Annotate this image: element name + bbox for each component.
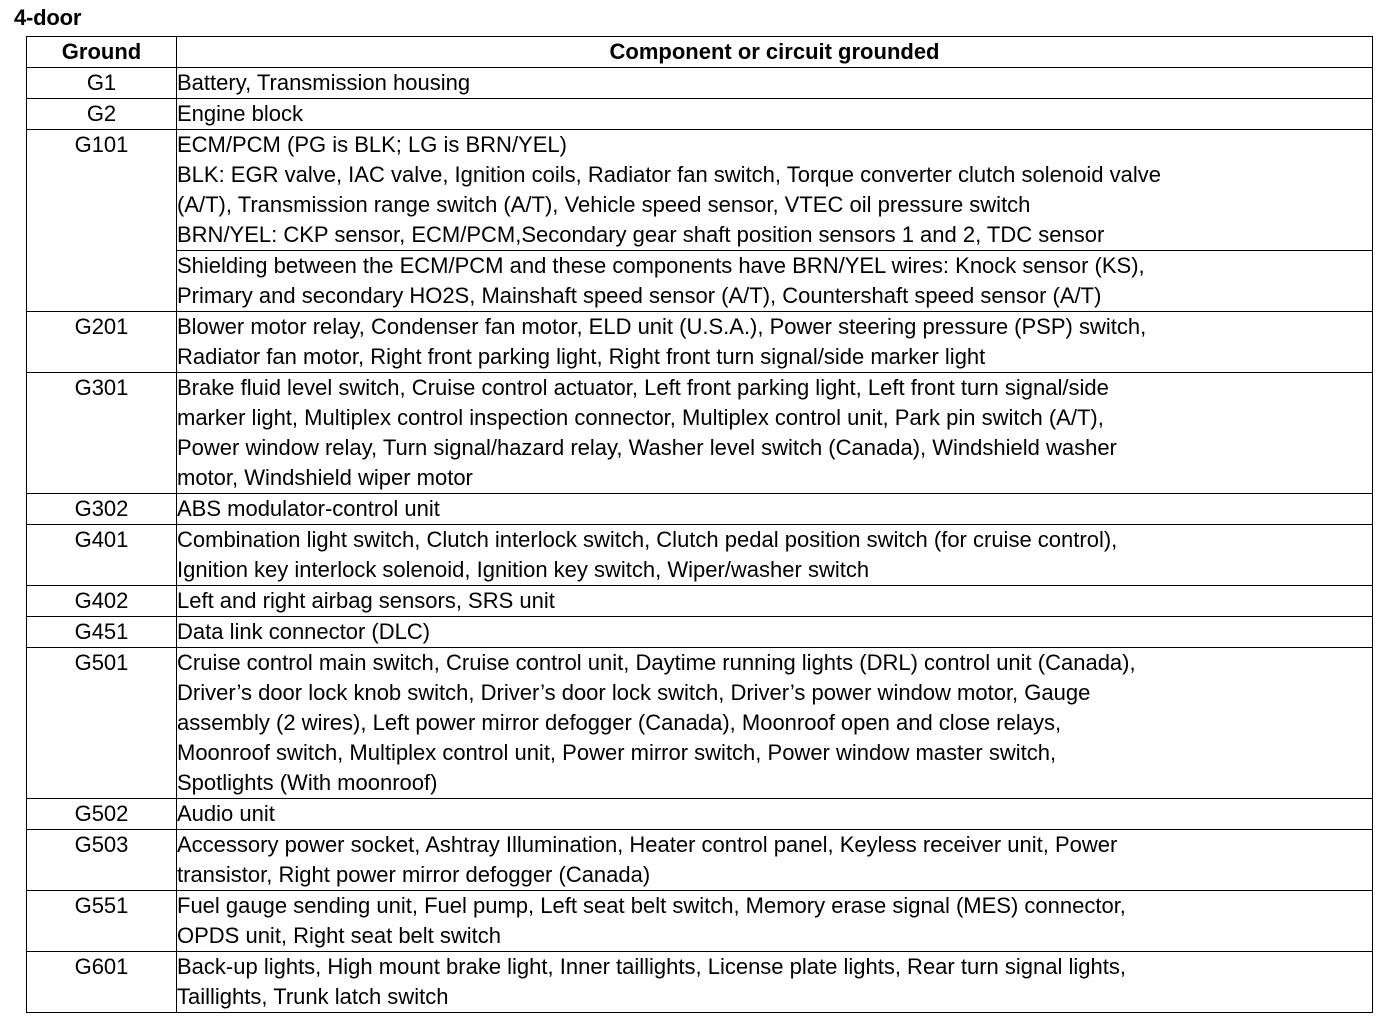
ground-id: G503 [27,830,177,891]
component-line: Battery, Transmission housing [177,70,471,95]
component-line: Accessory power socket, Ashtray Illumination, Heater control panel, Keyless receiver unit, Power [177,832,1118,857]
component-list [177,799,1373,830]
component-line: BRN/YEL: CKP sensor, ECM/PCM,Secondary gear shaft position sensors 1 and 2, TDC sensor [177,222,1105,247]
table-row [27,617,1373,648]
component-line: Blower motor relay, Condenser fan motor, ELD unit (U.S.A.), Power steering pressure (PSP) switch, [177,314,1147,339]
component-line: Engine block [177,101,303,126]
component-line: Moonroof switch, Multiplex control unit, Power mirror switch, Power window master switch, [177,740,1057,765]
component-line: Taillights, Trunk latch switch [177,984,449,1009]
ground-id: G451 [27,617,177,648]
component-list [177,891,1373,952]
component-line: ECM/PCM (PG is BLK; LG is BRN/YEL) [177,132,567,157]
component-list [177,830,1373,891]
component-list [177,373,1373,494]
ground-id: G302 [27,494,177,525]
ground-id: G402 [27,586,177,617]
table-row [27,68,1373,99]
component-shielding-list [177,251,1373,312]
table-subrow [27,251,1373,312]
ground-id: G501 [27,648,177,799]
component-line: Data link connector (DLC) [177,619,431,644]
ground-id: G502 [27,799,177,830]
component-line: Spotlights (With moonroof) [177,770,438,795]
header-ground: Ground [27,37,177,68]
table-row [27,494,1373,525]
ground-table [26,36,1373,1013]
component-line: Driver’s door lock knob switch, Driver’s door lock switch, Driver’s power window motor, Gauge [177,680,1091,705]
component-list [177,617,1373,648]
component-line: Back-up lights, High mount brake light, Inner taillights, License plate lights, Rear turn signal lights, [177,954,1126,979]
component-list [177,312,1373,373]
component-list [177,494,1373,525]
ground-id: G1 [27,68,177,99]
table-row [27,312,1373,373]
component-list [177,586,1373,617]
component-list [177,68,1373,99]
ground-id: G101 [27,130,177,312]
component-line: Power window relay, Turn signal/hazard relay, Washer level switch (Canada), Windshield washer [177,435,1117,460]
table-row [27,130,1373,251]
component-line: transistor, Right power mirror defogger (Canada) [177,862,651,887]
table-row [27,586,1373,617]
header-component: Component or circuit grounded [177,37,1373,68]
table-row [27,952,1373,1013]
component-line: assembly (2 wires), Left power mirror defogger (Canada), Moonroof open and close relays, [177,710,1062,735]
component-line: Fuel gauge sending unit, Fuel pump, Left seat belt switch, Memory erase signal (MES) connector, [177,893,1126,918]
table-row [27,99,1373,130]
header-row [27,37,1373,68]
component-line: Radiator fan motor, Right front parking light, Right front turn signal/side marker light [177,344,986,369]
table-row [27,891,1373,952]
component-line: Ignition key interlock solenoid, Ignition key switch, Wiper/washer switch [177,557,870,582]
component-line: motor, Windshield wiper motor [177,465,473,490]
component-line: Shielding between the ECM/PCM and these components have BRN/YEL wires: Knock sensor (KS), [177,253,1145,278]
component-line: (A/T), Transmission range switch (A/T), Vehicle speed sensor, VTEC oil pressure switch [177,192,1031,217]
component-line: Left and right airbag sensors, SRS unit [177,588,555,613]
component-list [177,648,1373,799]
ground-id: G401 [27,525,177,586]
ground-id: G551 [27,891,177,952]
ground-id: G301 [27,373,177,494]
component-line: Primary and secondary HO2S, Mainshaft speed sensor (A/T), Countershaft speed sensor (A/T) [177,283,1102,308]
ground-id: G601 [27,952,177,1013]
table-row [27,830,1373,891]
table-row [27,648,1373,799]
table-row [27,373,1373,494]
table-caption: 4-door [14,5,82,30]
table-row [27,799,1373,830]
component-line: OPDS unit, Right seat belt switch [177,923,502,948]
component-line: Brake fluid level switch, Cruise control actuator, Left front parking light, Left front turn signal/side [177,375,1109,400]
component-list [177,952,1373,1013]
component-line: Combination light switch, Clutch interlock switch, Clutch pedal position switch (for cruise control), [177,527,1118,552]
component-line: Audio unit [177,801,275,826]
component-list [177,99,1373,130]
component-line: BLK: EGR valve, IAC valve, Ignition coils, Radiator fan switch, Torque converter clutch solenoid valve [177,162,1161,187]
component-list [177,130,1373,251]
ground-id: G201 [27,312,177,373]
component-line: Cruise control main switch, Cruise control unit, Daytime running lights (DRL) control unit (Canada), [177,650,1136,675]
table-row [27,525,1373,586]
component-line: marker light, Multiplex control inspection connector, Multiplex control unit, Park pin switch (A/T), [177,405,1104,430]
ground-id: G2 [27,99,177,130]
component-list [177,525,1373,586]
component-line: ABS modulator-control unit [177,496,440,521]
